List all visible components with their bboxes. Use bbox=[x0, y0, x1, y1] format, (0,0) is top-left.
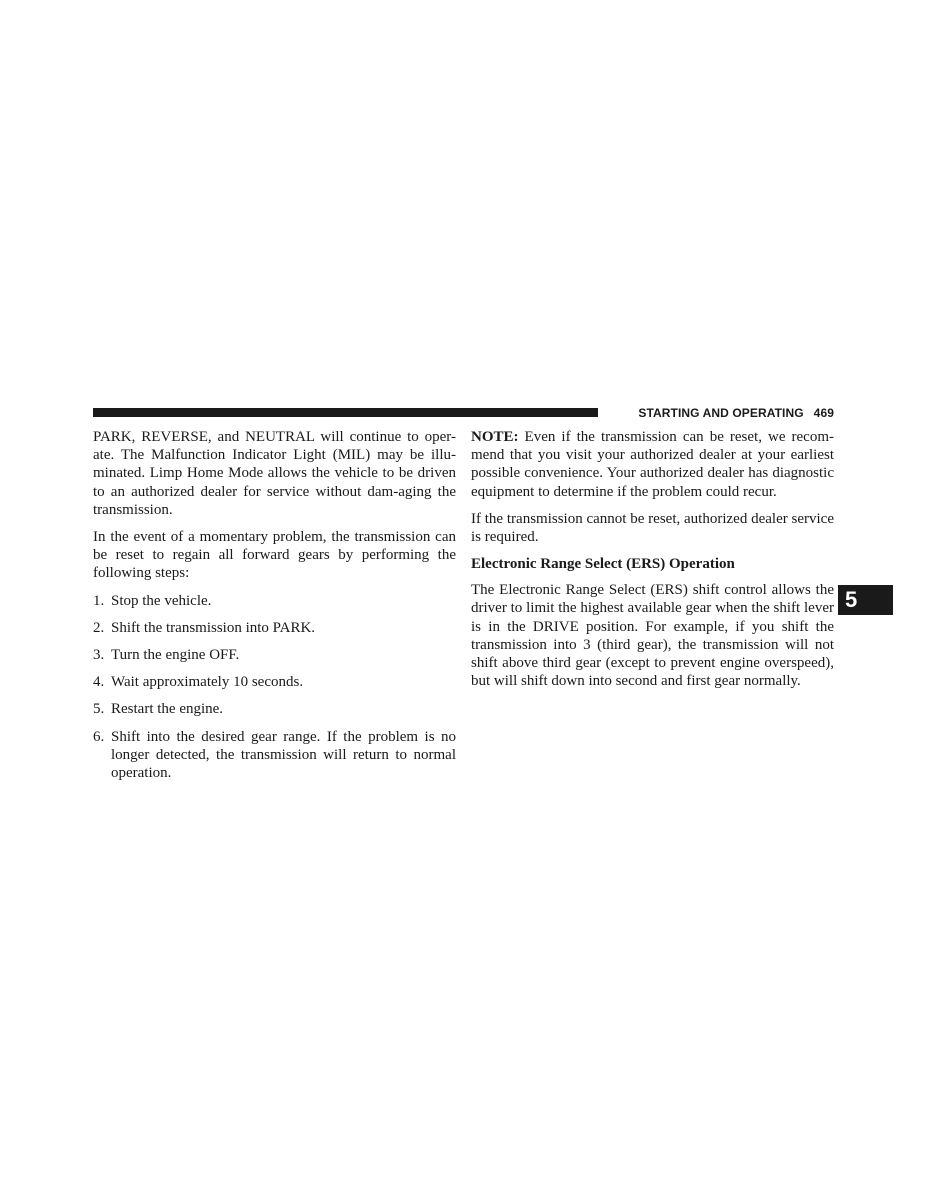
page-number: 469 bbox=[813, 406, 834, 420]
list-item: 4. Wait approximately 10 seconds. bbox=[93, 674, 304, 691]
note-label: NOTE: bbox=[471, 429, 519, 445]
reset-steps-list bbox=[93, 592, 456, 783]
reset-intro-paragraph: In the event of a momentary problem, the transmission can be reset to regain all forward gears by performing the following steps: bbox=[93, 529, 456, 582]
ers-paragraph: The Electronic Range Select (ERS) shift control allows the driver to limit the highest available gear when the shift lever is in the DRIVE position. For example, if you shift the transmission into 3 (third gear), the transmission will not shift above third gear (except to prevent engine overspeed), but will shift down into second and first gear normally. bbox=[471, 582, 834, 690]
left-column bbox=[93, 428, 456, 791]
header-rule bbox=[93, 408, 598, 417]
running-header bbox=[606, 405, 834, 421]
chapter-tab: 5 bbox=[838, 585, 893, 615]
note-text: Even if the transmission can be reset, we recom-mend that you visit your authorized dealer at your earliest possible convenience. Your authorized dealer has diagnostic equipment to determine if the problem could recur. bbox=[471, 429, 834, 500]
list-item: 1. Stop the vehicle. bbox=[93, 592, 212, 609]
ers-heading: Electronic Range Select (ERS) Operation bbox=[471, 556, 735, 573]
note-paragraph bbox=[471, 428, 834, 501]
list-item: 5. Restart the engine. bbox=[93, 701, 224, 718]
list-item: 3. Turn the engine OFF. bbox=[93, 647, 240, 664]
service-required-paragraph: If the transmission cannot be reset, authorized dealer service is required. bbox=[471, 510, 834, 546]
list-item: 2. Shift the transmission into PARK. bbox=[93, 619, 316, 636]
limp-home-paragraph: PARK, REVERSE, and NEUTRAL will continue to oper-ate. The Malfunction Indicator Light (MIL) may be illu-minated. Limp Home Mode allows the vehicle to be driven to an authorized dealer for service without dam-aging the transmission. bbox=[93, 429, 456, 518]
section-title: STARTING AND OPERATING bbox=[638, 406, 804, 420]
right-column bbox=[471, 428, 834, 699]
list-item: 6. Shift into the desired gear range. If the problem is no longer detected, the transmission will return to normal operation. bbox=[93, 728, 456, 782]
